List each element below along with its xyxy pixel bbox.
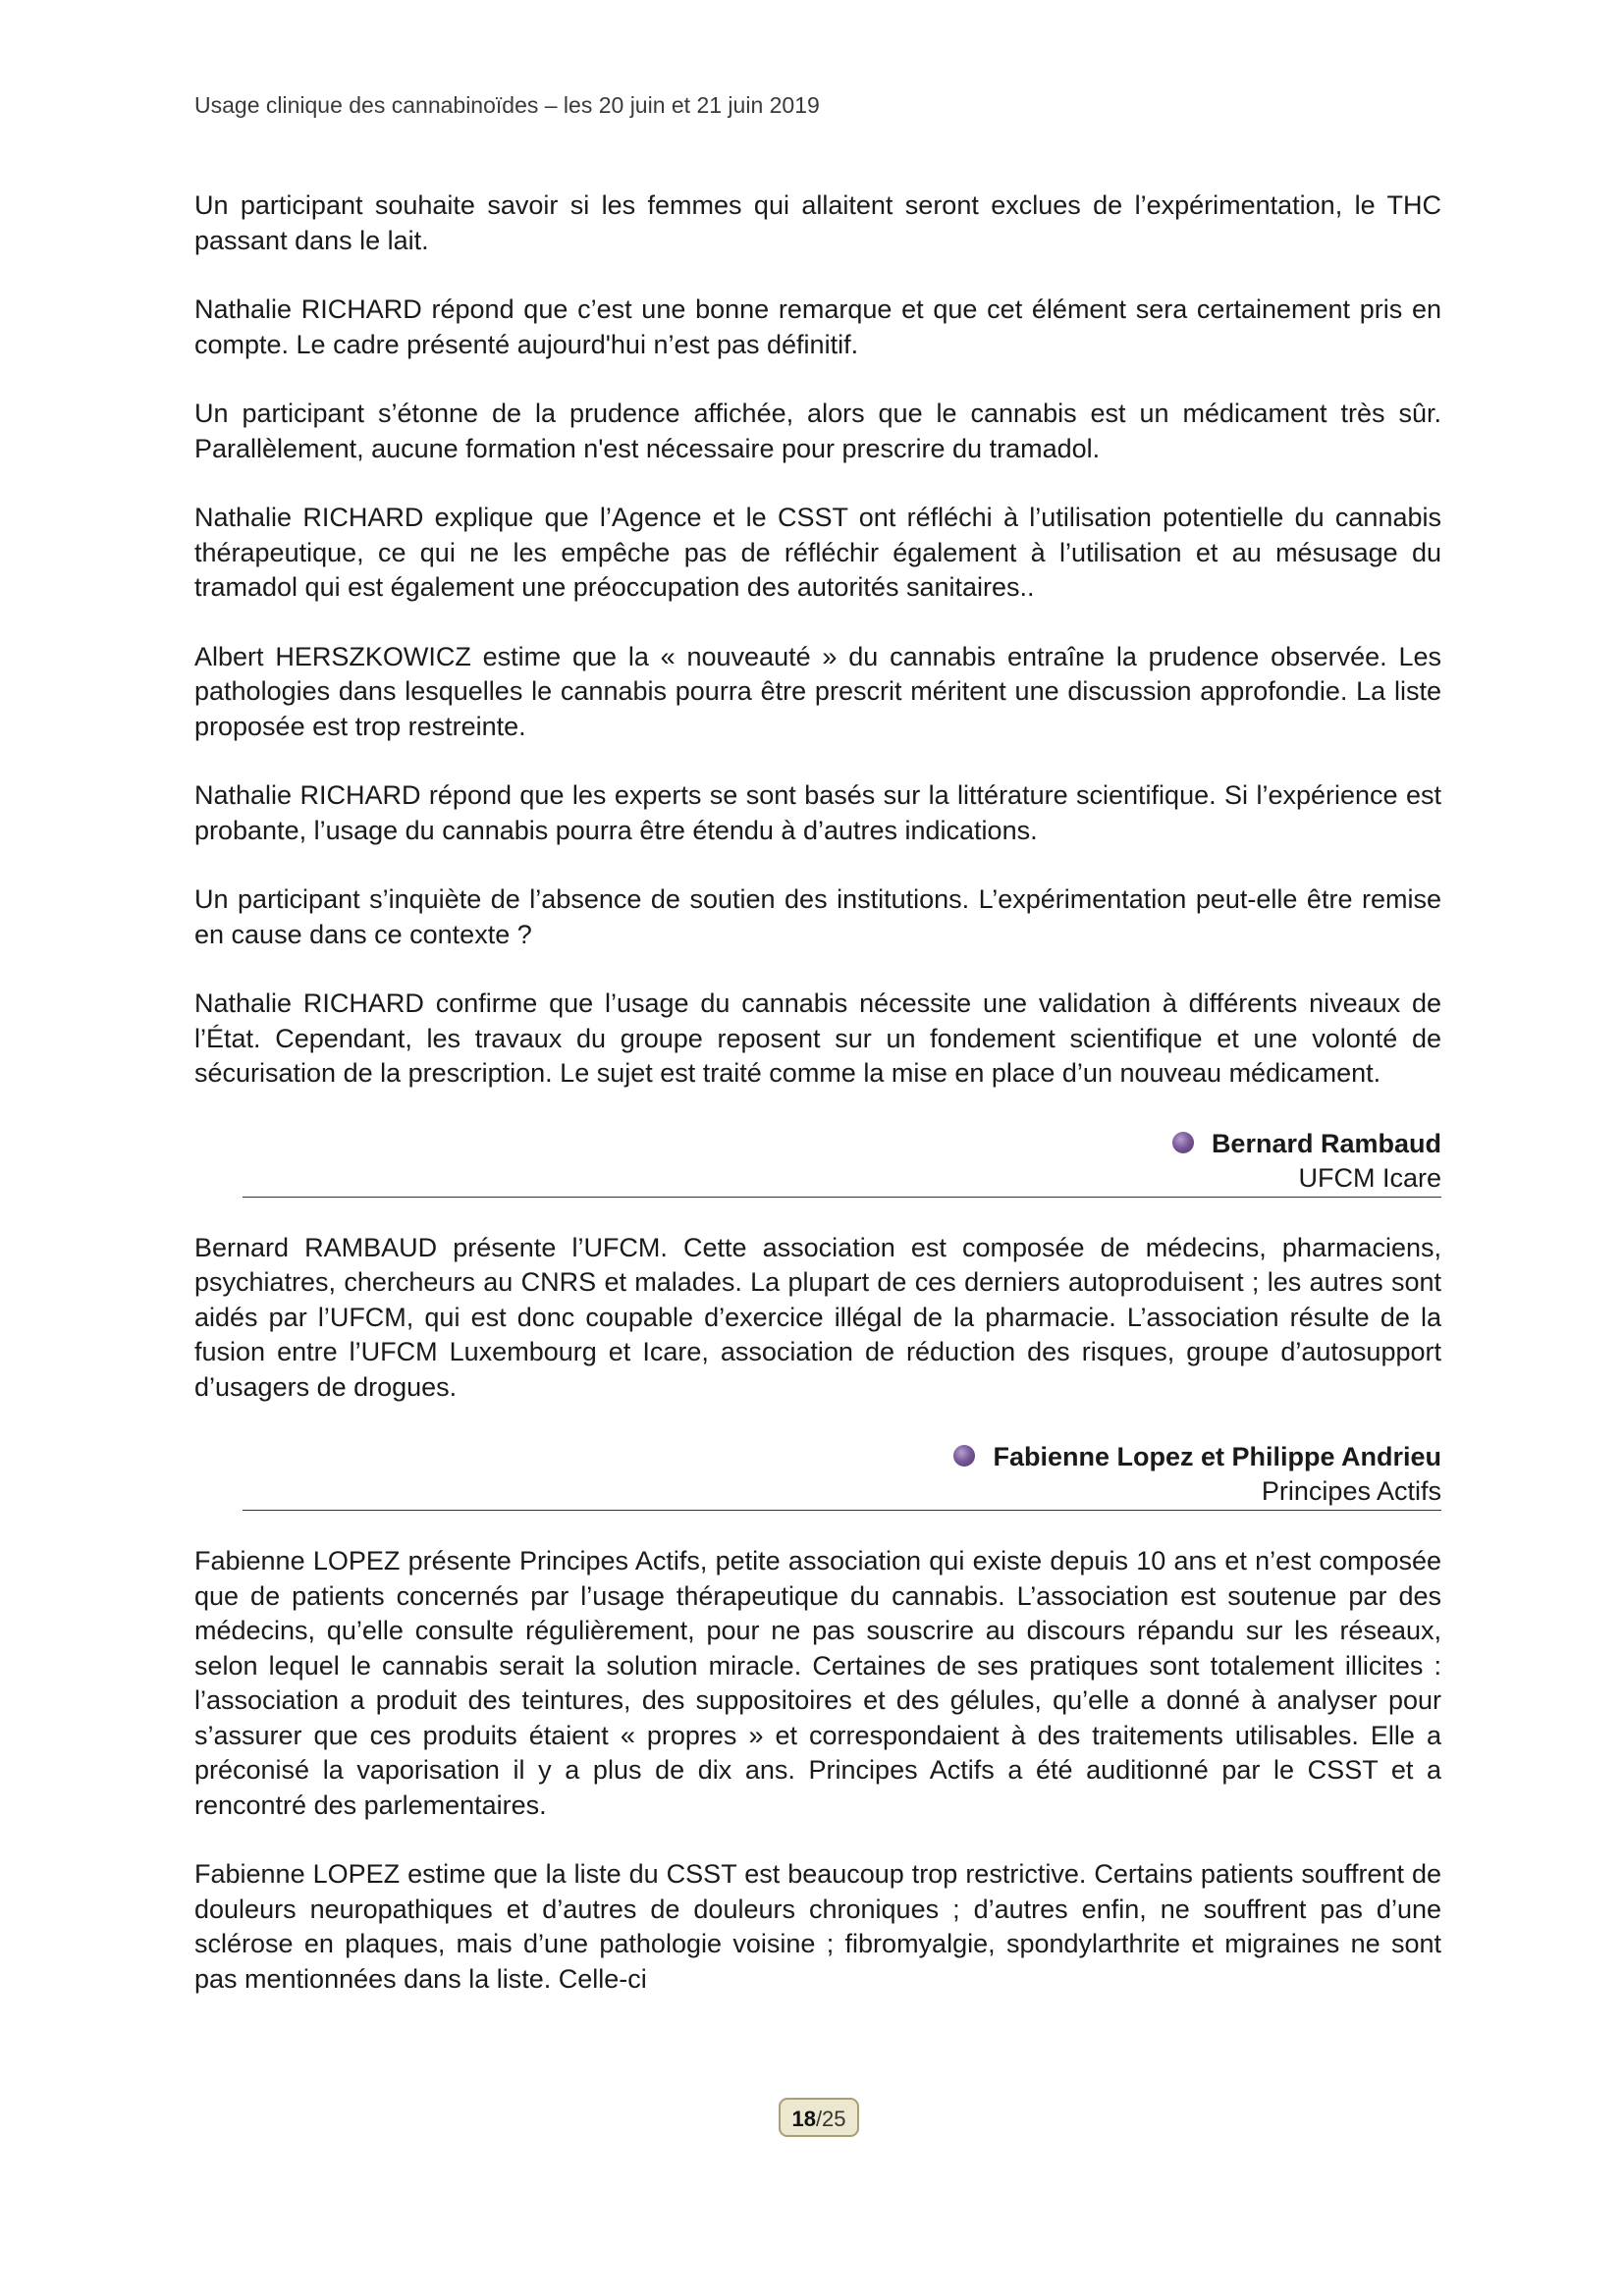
page-number-badge bbox=[779, 2098, 859, 2137]
speaker-heading-bernard-rambaud bbox=[243, 1126, 1441, 1198]
speaker-name-line bbox=[243, 1126, 1441, 1161]
page-total: /25 bbox=[815, 2107, 846, 2131]
paragraph: Albert HERSZKOWICZ estime que la « nouveauté » du cannabis entraîne la prudence observée. Les pathologies dans lesquelles le cannabis pourra être prescrit méritent une discussion approfondie. La liste proposée est trop restreinte. bbox=[194, 641, 1441, 741]
purple-sphere-bullet-icon bbox=[953, 1445, 975, 1467]
document-body bbox=[194, 188, 1441, 2031]
paragraph: Un participant s’étonne de la prudence affichée, alors que le cannabis est un médicament très sûr. Parallèlement, aucune formation n'est nécessaire pour prescrire du tramadol. bbox=[194, 399, 1441, 463]
speaker-heading-fabienne-lopez bbox=[243, 1439, 1441, 1511]
speaker-name-line bbox=[243, 1439, 1441, 1474]
purple-sphere-bullet-icon bbox=[1172, 1132, 1194, 1153]
paragraph: Fabienne LOPEZ estime que la liste du CSST est beaucoup trop restrictive. Certains patients souffrent de douleurs neuropathiques et d’autres de douleurs chroniques ; d’autres enfin, ne souffrent pas d’une sclérose en plaques, mais d’une pathologie voisine ; fibromyalgie, spondylarthrite et migraines ne sont pas mentionnées dans la liste. Celle-ci bbox=[194, 1859, 1441, 1994]
speaker-name: Fabienne Lopez et Philippe Andrieu bbox=[993, 1442, 1441, 1471]
paragraph: Nathalie RICHARD répond que c’est une bonne remarque et que cet élément sera certainement pris en compte. Le cadre présenté aujourd'hui n’est pas définitif. bbox=[194, 294, 1441, 359]
paragraph: Bernard RAMBAUD présente l’UFCM. Cette association est composée de médecins, pharmaciens, psychiatres, chercheurs au CNRS et malades. La plupart de ces derniers autoproduisent ; les autres sont aidés par l’UFCM, qui est donc coupable d’exercice illégal de la pharmacie. L’association résulte de la fusion entre l’UFCM Luxembourg et Icare, association de réduction des risques, groupe d’autosupport d’usagers de drogues. bbox=[194, 1232, 1441, 1402]
paragraph: Nathalie RICHARD explique que l’Agence et le CSST ont réfléchi à l’utilisation potentielle du cannabis thérapeutique, ce qui ne les empêche pas de réfléchir également à l’utilisation et au mésusage du tramadol qui est également une préoccupation des autorités sanitaires.. bbox=[194, 503, 1441, 602]
speaker-organization: UFCM Icare bbox=[1298, 1162, 1441, 1193]
speaker-name: Bernard Rambaud bbox=[1211, 1128, 1441, 1158]
speaker-organization: Principes Actifs bbox=[1261, 1476, 1441, 1506]
paragraph: Un participant s’inquiète de l’absence de soutien des institutions. L’expérimentation peut-elle être remise en cause dans ce contexte ? bbox=[194, 884, 1441, 949]
page-header: Usage clinique des cannabinoïdes – les 20 juin et 21 juin 2019 bbox=[194, 92, 820, 118]
page-current: 18 bbox=[791, 2107, 816, 2131]
paragraph: Nathalie RICHARD confirme que l’usage du cannabis nécessite une validation à différents niveaux de l’État. Cependant, les travaux du groupe reposent sur un fondement scientifique et une volonté de sécurisation de la prescription. Le sujet est traité comme la mise en place d’un nouveau médicament. bbox=[194, 988, 1441, 1088]
paragraph: Fabienne LOPEZ présente Principes Actifs, petite association qui existe depuis 10 ans et n’est composée que de patients concernés par l’usage thérapeutique du cannabis. L’association est soutenue par des médecins, qu’elle consulte régulièrement, pour ne pas souscrire au discours répandu sur les réseaux, selon lequel le cannabis serait la solution miracle. Certaines de ses pratiques sont totalement illicites : l’association a produit des teintures, des suppositoires et des gélules, qu’elle a donné à analyser pour s’assurer que ces produits étaient « propres » et correspondaient à des traitements utilisables. Elle a préconisé la vaporisation il y a plus de dix ans. Principes Actifs a été auditionné par le CSST et a rencontré des parlementaires. bbox=[194, 1546, 1441, 1820]
paragraph: Un participant souhaite savoir si les femmes qui allaitent seront exclues de l’expérimentation, le THC passant dans le lait. bbox=[194, 190, 1441, 255]
paragraph: Nathalie RICHARD répond que les experts se sont basés sur la littérature scientifique. Si l’expérience est probante, l’usage du cannabis pourra être étendu à d’autres indications. bbox=[194, 780, 1441, 845]
